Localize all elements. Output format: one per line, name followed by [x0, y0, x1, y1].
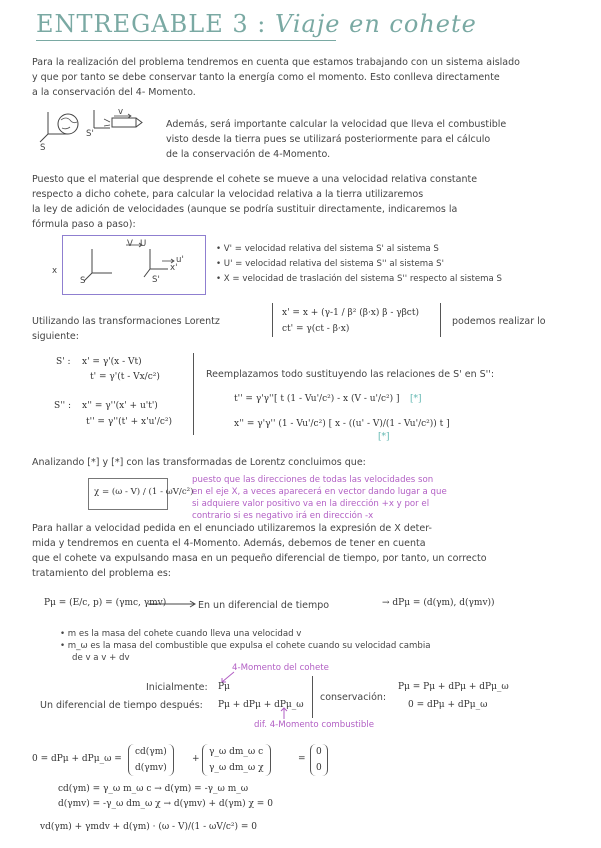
mass-note: de v a v + dv: [72, 653, 130, 663]
analysis-text: Analizando [*] y [*] con las transformadas de Lorentz concluimos que:: [32, 457, 366, 468]
sys2-eq2: t'' = γ''(t' + x'u'/c²): [86, 417, 173, 427]
lorentz-eq: x' = x + (γ-1 / β² (β·x) β - γβct): [282, 308, 419, 318]
chi-note-line: si adquiere valor positivo va en la dirección +x y por el: [192, 499, 430, 509]
combustible-label: dif. 4-Momento combustible: [254, 720, 375, 730]
note-line: de la conservación de 4-Momento.: [166, 149, 331, 160]
note-line: Además, será importante calcular la velocidad que lleva el combustible: [166, 119, 507, 130]
intro-line: Para la realización del problema tendremos en cuenta que estamos trabajando con un sistema aislado: [32, 57, 520, 68]
fig2-label-s1: S': [152, 275, 160, 285]
four-momentum: Pμ = (E/c, p) = (γmc, γmv): [44, 598, 167, 608]
momentum-paragraph: [32, 521, 582, 581]
sys2-label: S'' :: [54, 401, 72, 411]
para2-line: la ley de adición de velocidades (aunque se podría sustituir directamente, indicaremos la: [32, 204, 458, 215]
inicial-eq: Pμ: [218, 682, 230, 692]
chi-equation: χ = (ω - V) / (1 - ωV/c²): [94, 487, 194, 497]
conservation-eq1: Pμ = Pμ + dPμ + dPμ_ω: [398, 682, 509, 692]
para2-line: Puesto que el material que desprende el cohete se mueve a una velocidad relativa constante: [32, 174, 478, 185]
fig2-label-x1: x': [170, 263, 178, 273]
result-x: x'' = γ'γ'' (1 - Vu'/c²) [ x - ((u' - V)/(1 - Vu'/c²)) t ]: [234, 419, 450, 429]
final-line-2: d(γmv) = -γ_ω dm_ω χ → d(γmv) + d(γm) χ = 0: [58, 799, 273, 809]
combustible-arrow: [278, 706, 290, 720]
sys1-eq2: t' = γ'(t - Vx/c²): [90, 372, 160, 382]
para3-line: Para hallar a velocidad pedida en el enunciado utilizaremos la expresión de X deter-: [32, 523, 432, 534]
differential-arrow: [148, 598, 198, 610]
final-line-1: cd(γm) = γ_ω m_ω c → d(γm) = -γ_ω m_ω: [58, 784, 249, 794]
conservation-brace: [312, 676, 313, 718]
result-t: t'' = γ'γ''[ t (1 - Vu'/c²) - x (V - u'/c²) ]: [234, 394, 400, 404]
conservacion-label: conservación:: [320, 692, 387, 703]
lorentz-after: podemos realizar lo: [452, 316, 546, 327]
fig1-label-s: S: [40, 143, 46, 153]
fig2-label-s: S: [80, 276, 86, 286]
fig2-label-u: U: [140, 239, 147, 249]
systems-brace: [193, 353, 194, 435]
differential-text: En un diferencial de tiempo: [198, 600, 330, 611]
equals-sign: =: [298, 754, 306, 764]
para3-line: que el cohete va expulsando masa en un pequeño diferencial de tiempo, por tanto, un correcto: [32, 553, 487, 564]
page-title: [36, 10, 477, 38]
para3-line: mida y tendremos en cuenta el 4-Momento. Además, debemos de tener en cuenta: [32, 538, 426, 549]
result-x-tag: [*]: [378, 432, 390, 442]
inicial-label: Inicialmente:: [146, 682, 208, 693]
big-col1-item: cd(γm): [135, 747, 167, 757]
lorentz-eq: ct' = γ(ct - β·x): [282, 324, 350, 334]
intro-paragraph: [32, 55, 572, 100]
final-line-3: vd(γm) + γmdv + d(γm) · (ω - V)/(1 - ωV/c²) = 0: [40, 822, 258, 832]
title-script: Viaje en cohete: [274, 10, 477, 38]
conservation-eq2: 0 = dPμ + dPμ_ω: [408, 700, 488, 710]
fig2-label-x: x: [52, 266, 58, 276]
cohete-label: 4-Momento del cohete: [232, 663, 329, 673]
lorentz-brace: [272, 303, 273, 337]
big-eq-col2: [202, 744, 271, 776]
velocity-paragraph: [32, 172, 577, 232]
intro-line: a la conservación del 4- Momento.: [32, 87, 196, 98]
lorentz-equations: [282, 305, 419, 337]
intro-line: y que por tanto se debe conservar tanto la energía como el momento. Esto conlleva directamente: [32, 72, 500, 83]
mass-note: • m_ω es la masa del combustible que expulsa el cohete cuando su velocidad cambia: [60, 641, 431, 651]
sys1-label: S' :: [56, 357, 71, 367]
fig2-label-v: V: [127, 239, 133, 249]
big-col2-item: γ_ω dm_ω χ: [209, 763, 264, 773]
big-col1-item: d(γmv): [135, 763, 167, 773]
bullet-item: • X = velocidad de traslación del sistema S'' respecto al sistema S: [216, 274, 502, 284]
sys2-eq1: x'' = γ''(x' + u't'): [82, 401, 158, 411]
big-eq-col1: [128, 744, 174, 776]
fig1-label-s1: S': [86, 129, 94, 139]
big-rhs-item: 0: [316, 763, 322, 773]
big-eq-rhs: [310, 744, 328, 776]
bullet-item: • V' = velocidad relativa del sistema S' al sistema S: [216, 244, 439, 254]
big-eq-left: 0 = dPμ + dPμ_ω =: [32, 754, 122, 764]
lorentz-intro: [32, 314, 220, 344]
mass-note: • m es la masa del cohete cuando lleva una velocidad v: [60, 629, 302, 639]
chi-note-line: en el eje X, a veces aparecerá en vector dando lugar a que: [192, 487, 447, 497]
para2-line: fórmula paso a paso):: [32, 219, 136, 230]
fig1-label-v: v: [118, 107, 124, 117]
four-momentum-differential: → dPμ = (d(γm), d(γmv)): [382, 598, 495, 608]
plus-sign: +: [192, 754, 200, 764]
sys1-eq1: x' = γ'(x - Vt): [82, 357, 142, 367]
chi-note: [192, 474, 587, 522]
para3-line: tratamiento del problema es:: [32, 568, 171, 579]
lorentz-brace-right: [440, 303, 441, 337]
chi-note-line: puesto que las direcciones de todas las velocidades son: [192, 475, 434, 485]
big-col2-item: γ_ω dm_ω c: [209, 747, 264, 757]
bullet-item: • U' = velocidad relativa del sistema S'' al sistema S': [216, 259, 444, 269]
mass-notes: [60, 628, 580, 664]
note-line: visto desde la tierra pues se utilizará posteriormente para el cálculo: [166, 134, 491, 145]
fig2-label-u1: u': [176, 255, 184, 265]
note-paragraph: [166, 117, 576, 162]
big-rhs-item: 0: [316, 747, 322, 757]
replace-text: Reemplazamos todo sustituyendo las relaciones de S' en S'':: [206, 369, 495, 380]
title-prefix: ENTREGABLE 3 :: [36, 10, 267, 38]
velocity-definitions: [216, 242, 586, 287]
result-t-tag: [*]: [410, 394, 422, 404]
chi-note-line: contrario si es negativo irá en dirección -x: [192, 511, 374, 521]
lorentz-intro-line: Utilizando las transformaciones Lorentz: [32, 316, 220, 327]
despues-eq: Pμ + dPμ + dPμ_ω: [218, 700, 304, 710]
lorentz-intro-line: siguiente:: [32, 331, 79, 342]
title-underline: [36, 40, 336, 41]
para2-line: respecto a dicho cohete, para calcular la velocidad relativa a la tierra utilizaremos: [32, 189, 424, 200]
despues-label: Un diferencial de tiempo después:: [40, 700, 203, 711]
